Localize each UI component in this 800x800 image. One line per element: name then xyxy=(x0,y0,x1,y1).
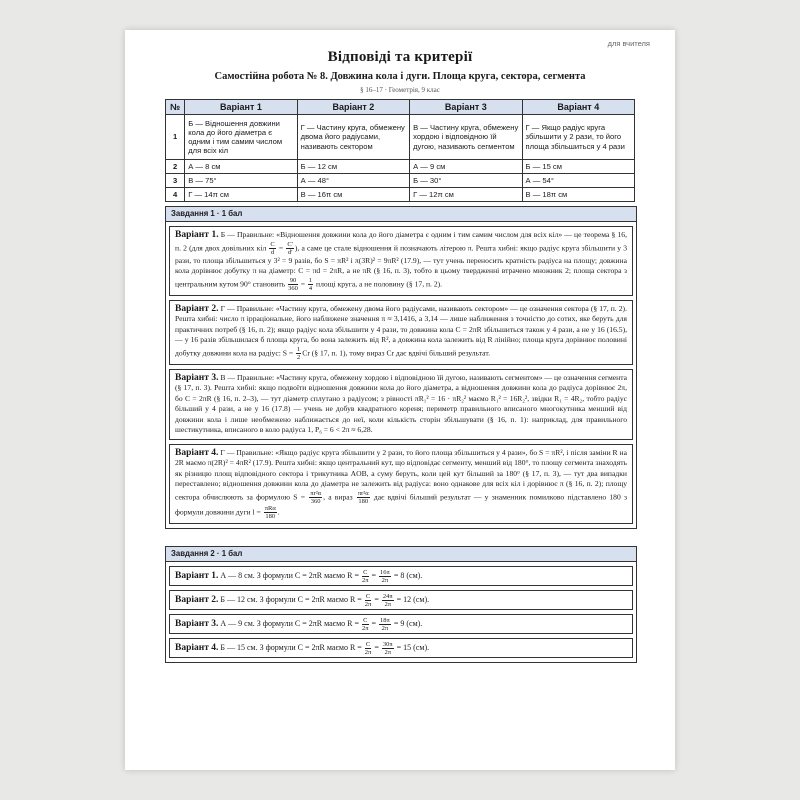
variant-label: Варіант 4. xyxy=(175,643,219,653)
table-cell: Г — 12π см xyxy=(410,188,522,202)
fraction xyxy=(308,277,313,292)
fraction-denominator: d' xyxy=(287,248,293,256)
fraction xyxy=(379,569,391,584)
task2-section xyxy=(165,546,637,663)
fraction-numerator: 30π xyxy=(382,640,393,648)
fraction-numerator: C xyxy=(365,592,371,600)
explanation-text: Б — 12 см. З формули C = 2πR маємо R = xyxy=(218,595,364,604)
task1-variant1: Варіант 1. Б — Правильне: «Відношення довжини кола до його діаметра є одним і тим самим числом для всіх кіл» — це теорема § 16, п. 2 (для двох довільних кіл $\frac{C}{d}$ = $\frac{C'}{d'}$ ), а саме це стале відношення й позначають літерою π. Решта хибні: якщо радіус круга збільшити у 3 рази, то площа збільшиться у 3² = 9 разів, бо S = πR² і π(3R)² = 9πR² (17.9), — тут учень переносить кратність радіуса на площу; довжина кола дорівнює добутку π на діаметр: C = πd = 2πR, а не πR (§ 16, п. 3), тобто в цьому твердженні втрачено множник 2; площа сектора з центральним кутом 90° становить $\frac{90}{360}$ = $\frac{1}{4}$ площі круга, а не половину (§ 17, п. 2). xyxy=(169,226,633,296)
equals-sign: = xyxy=(276,242,286,252)
explanation-text: Cr (§ 17, п. 1), тому вираз Cr дає вдвічі більший результат. xyxy=(302,347,490,357)
fraction-numerator: πr²α xyxy=(310,489,322,497)
answer-sheet-page xyxy=(125,30,675,770)
explanation-text: = 15 (см). xyxy=(394,643,430,652)
fraction-denominator: 2π xyxy=(384,600,392,608)
table-cell: А — 8 см xyxy=(185,160,297,174)
explanation-text: Б — 15 см. З формули C = 2πR маємо R = xyxy=(218,643,364,652)
fraction-numerator: πRα xyxy=(264,504,276,512)
explanation-text: Б — Правильне: «Відношення довжини кола до його діаметра є одним і тим самим числом для всіх кіл» — це теорема § 16, п. 2 (для двох довільних кіл xyxy=(175,230,627,252)
fraction-numerator: C xyxy=(363,568,368,576)
variant-label: Варіант 1. xyxy=(175,571,219,581)
variant-label: Варіант 3. xyxy=(175,619,219,629)
corner-note: для вчителя xyxy=(607,39,650,48)
explanation-text: = 8 (см). xyxy=(391,571,423,580)
task1-variant4 xyxy=(169,444,633,524)
table-row xyxy=(166,188,635,202)
explanation-text: Г — Правильне: «Частину круга, обмежену двома його радіусами, називають сектором» — це означення сектора (§ 17, п. 2). Решта хибні: число π ірраціональне, його наближене значення π ≈ 3,1416, а 3,14 — лише наближення з точністю до сотих, яке беруть для практичних потреб (§ 16, п. 2); якщо радіус кола збільшити у 4 рази, то довжина кола C = 2πR збільшиться також у 4 рази, а не у 16 (16.5), — у 16 разів збільшилася б площа круга, бо вона залежить від R², а довжина кола залежить від R лінійно; площа круга дорівнює половині добутку довжини кола на радіус: S = xyxy=(175,303,627,357)
table-header: № xyxy=(166,100,185,115)
table-cell: Б — 12 см xyxy=(297,160,409,174)
table-cell: В — 75° xyxy=(185,174,297,188)
fraction-numerator: 1 xyxy=(308,276,313,284)
fraction-denominator: 2π xyxy=(361,576,369,584)
table-row xyxy=(166,115,635,160)
variant-label: Варіант 4. xyxy=(175,447,219,458)
table-cell: Б — Відношення довжини кола до його діаметра є одним і тим самим числом для всіх кіл xyxy=(185,115,297,160)
table-header: Варіант 3 xyxy=(410,100,522,115)
table-cell: А — 54° xyxy=(522,174,634,188)
table-cell: В — 18π см xyxy=(522,188,634,202)
table-cell: А — 9 см xyxy=(410,160,522,174)
variant-label: Варіант 3. xyxy=(175,372,219,383)
table-cell: А — 48° xyxy=(297,174,409,188)
fraction-numerator: C xyxy=(270,240,275,248)
fraction xyxy=(379,617,391,632)
fraction-numerator: 18π xyxy=(380,616,390,624)
task2-variant4: Варіант 4. Б — 15 см. З формули C = 2πR маємо R = $\frac{C}{2\pi}$ = $\frac{30\pi}{2\pi}$ = 15 (см). xyxy=(169,638,633,658)
fraction-denominator: d xyxy=(270,248,275,256)
table-cell: В — 16π см xyxy=(297,188,409,202)
table-cell: 4 xyxy=(166,188,185,202)
explanation-text: = 9 (см). xyxy=(391,619,423,628)
explanation-text: площі круга, а не половину (§ 17, п. 2). xyxy=(314,278,443,288)
explanation-text: А — 8 см. З формули C = 2πR маємо R = xyxy=(218,571,361,580)
fraction xyxy=(382,641,394,656)
table-row xyxy=(166,160,635,174)
table-header: Варіант 4 xyxy=(522,100,634,115)
fraction-denominator: 4 xyxy=(308,284,313,292)
fraction xyxy=(382,593,394,608)
fraction xyxy=(365,641,372,656)
fraction xyxy=(269,241,275,256)
page-title: Відповіді та критерії xyxy=(327,49,473,65)
fraction xyxy=(286,241,294,256)
table-cell: Г — 14π см xyxy=(185,188,297,202)
fraction-denominator: 2 xyxy=(297,353,301,361)
page-subtitle: Самостійна робота № 8. Довжина кола і дуги. Площа круга, сектора, сегмента xyxy=(214,71,586,82)
fraction xyxy=(288,277,298,292)
fraction xyxy=(362,569,369,584)
fraction-numerator: C xyxy=(363,616,368,624)
explanation-text: ), а саме це стале відношення й позначають літерою π. Решта хибні: якщо радіус круга збільшити у 3 рази, то площа збільшиться у 3² = 9 разів, бо S = πR² і π(3R)² = 9πR² (17.9), — тут учень переносить кратність радіуса на площу; довжина кола дорівнює добутку π на діаметр: C = πd = 2πR, а не πR (§ 16, п. 3), тобто в цьому твердженні втрачено множник 2; площа сектора з центральним кутом 90° становить xyxy=(175,242,627,288)
table-row xyxy=(166,174,635,188)
variant-label: Варіант 1. xyxy=(175,230,219,240)
explanation-text: Г — Правильне: «Якщо радіус круга збільшити у 2 рази, то його площа збільшиться у 4 рази», бо S = πR², і після заміни R на 2R маємо π(2R)² = 4πR² (17.9). Решта хибні: якщо центральний кут, що відповідає сегменту, менший від 180°, то площу сегмента знаходять як різницю площ відповідного сектора і трикутника AOB, а суму беруть, коли цей кут більший за 180° (§ 17, п. 3), — тут два випадки переставлено; відношення довжини кола до діаметра не залежить від радіуса: воно однакове для всіх кіл і дорівнює π (§ 16, п. 2); площу сектора обчислюють за формулою S = xyxy=(175,447,627,501)
fraction-denominator: 2π xyxy=(381,576,389,584)
fraction-numerator: πr²α xyxy=(357,489,369,497)
fraction-numerator: 1 xyxy=(297,345,301,353)
table-cell: Г — Якщо радіус круга збільшити у 2 рази, то його площа збільшиться у 4 рази xyxy=(522,115,634,160)
table-cell: Б — 15 см xyxy=(522,160,634,174)
fraction-denominator: 360 xyxy=(310,497,321,505)
task2-variant2: Варіант 2. Б — 12 см. З формули C = 2πR маємо R = $\frac{C}{2\pi}$ = $\frac{24\pi}{2\pi}$ = 12 (см). xyxy=(169,590,633,610)
fraction xyxy=(264,505,277,520)
task1-header: Завдання 1 · 1 бал xyxy=(166,207,636,222)
explanation-text: А — 9 см. З формули C = 2πR маємо R = xyxy=(218,619,361,628)
explanation-text: . xyxy=(277,506,280,516)
fraction-numerator: 24π xyxy=(382,592,393,600)
table-header: Варіант 2 xyxy=(297,100,409,115)
fraction-denominator: 2π xyxy=(364,648,372,656)
task2-header: Завдання 2 · 1 бал xyxy=(166,547,636,562)
variant-label: Варіант 2. xyxy=(175,595,219,605)
fraction xyxy=(296,346,301,361)
table-cell: 1 xyxy=(166,115,185,160)
answers-table xyxy=(165,99,635,202)
variant-label: Варіант 2. xyxy=(175,303,219,314)
fraction xyxy=(365,593,372,608)
table-header: Варіант 1 xyxy=(185,100,297,115)
fraction xyxy=(357,490,370,505)
fraction-denominator: 2π xyxy=(361,624,369,632)
task1-variant3 xyxy=(169,369,633,440)
fraction-denominator: 2π xyxy=(364,600,372,608)
fraction-denominator: 360 xyxy=(288,284,298,292)
fraction-denominator: 2π xyxy=(384,648,392,656)
page-meta: § 16–17 · Геометрія, 9 клас xyxy=(360,86,440,94)
task2-variant1: Варіант 1. А — 8 см. З формули C = 2πR маємо R = $\frac{C}{2\pi}$ = $\frac{16\pi}{2\pi}$ = 8 (см). xyxy=(169,566,633,586)
table-cell: Б — 30° xyxy=(410,174,522,188)
table-cell: Г — Частину круга, обмежену двома його радіусами, називають сектором xyxy=(297,115,409,160)
fraction-denominator: 180 xyxy=(358,497,369,505)
task1-variant2 xyxy=(169,300,633,365)
fraction-denominator: 180 xyxy=(265,512,276,520)
fraction-numerator: C' xyxy=(287,240,293,248)
fraction-numerator: C xyxy=(365,640,371,648)
fraction-denominator: 2π xyxy=(381,624,389,632)
explanation-text: , а вираз xyxy=(323,491,356,501)
explanation-text: дає вдвічі більший результат — у знаменник помилково підставлено 180 з формули довжини дуги l = xyxy=(175,491,628,516)
fraction xyxy=(309,490,322,505)
fraction xyxy=(362,617,369,632)
task1-section xyxy=(165,206,637,529)
task2-variant3: Варіант 3. А — 9 см. З формули C = 2πR маємо R = $\frac{C}{2\pi}$ = $\frac{18\pi}{2\pi}$ = 9 (см). xyxy=(169,614,633,634)
table-cell: 3 xyxy=(166,174,185,188)
table-header-row xyxy=(166,100,635,115)
table-cell: 2 xyxy=(166,160,185,174)
fraction-numerator: 90 xyxy=(289,276,297,284)
table-cell: В — Частину круга, обмежену хордою і відповідною їй дугою, називають сегментом xyxy=(410,115,522,160)
explanation-text: В — Правильне: «Частину круга, обмежену хордою і відповідною їй дугою, називають сегментом» — це означення сегмента (§ 17, п. 3). Решта хибні: якщо подвоїти відношення довжини кола до його діаметра, а відношення довжини кола до радіуса дорівнює 2π, бо C = 2πR (§ 16, п. 2–3), — тут діаметр сплутано з радіусом; з рівності πR₁² = 16 · πR₂² маємо R₁² = 16R₂², звідки R₁ = 4R₂, тобто радіус більший у 4 рази, а не у 16 (17.8) — учень не добув квадратного кореня; периметр правильного вписаного многокутника менший від довжини кола і лише необмежено наближається до неї, коли кількість сторін збільшувати (§ 16, п. 1): наприклад, для правильного шестикутника, вписаного в коло радіуса 1, P₆ = 6 < 2π ≈ 6,28. xyxy=(175,372,627,434)
fraction-numerator: 16π xyxy=(380,568,390,576)
explanation-text: = 12 (см). xyxy=(394,595,430,604)
